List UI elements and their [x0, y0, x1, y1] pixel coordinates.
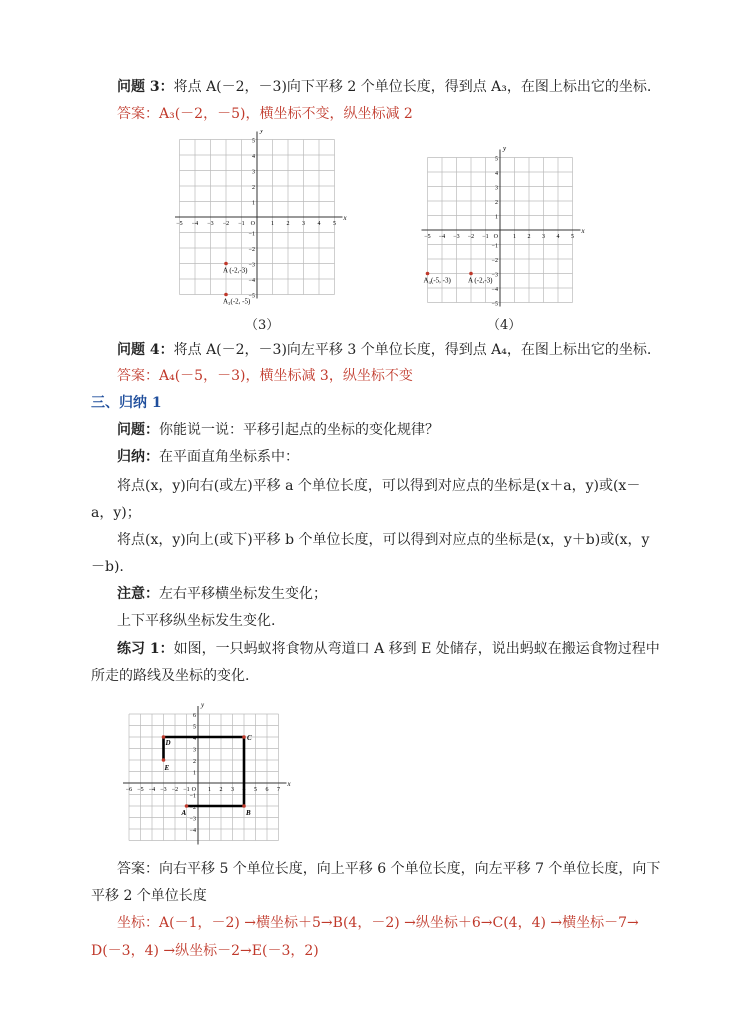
x-tick-label: −1: [482, 234, 489, 240]
x-tick-label: 6: [265, 787, 269, 793]
exercise-label: 练习 1：: [117, 641, 174, 657]
y-tick-label: 1: [495, 214, 498, 221]
x-tick-label: 4: [242, 787, 246, 793]
y-axis-label: y: [201, 701, 205, 709]
y-tick-label: −1: [189, 793, 196, 800]
coords-paragraph: [117, 913, 639, 933]
x-tick-label: −1: [238, 221, 245, 227]
figure-3-caption: （3）: [245, 318, 280, 333]
y-tick-label: −5: [248, 293, 255, 300]
x-tick-label: 1: [513, 234, 516, 240]
x-tick-label: −4: [438, 234, 446, 240]
y-tick-label: −4: [189, 828, 196, 834]
answer-label: 答案：: [117, 861, 159, 877]
answer-line-2: 平移 2 个单位长度: [91, 888, 207, 904]
point-e-label: E: [164, 764, 170, 772]
x-tick-label: 3: [302, 221, 305, 227]
y-tick-label: 3: [495, 185, 498, 192]
x-tick-label: 3: [231, 787, 234, 793]
answer-4-label: 答案：: [117, 368, 159, 384]
y-tick-label: −4: [248, 278, 255, 284]
point-a-label: A (-2,-3): [223, 266, 248, 275]
point-a-label: A (-2,-3): [468, 276, 493, 285]
x-tick-label: −6: [125, 787, 133, 793]
origin-label: O: [250, 221, 255, 227]
question-paragraph: [117, 420, 439, 440]
x-tick-label: −3: [160, 787, 167, 793]
y-tick-label: −3: [189, 816, 196, 823]
question-3-text: 将点 A(－2，－3)向下平移 2 个单位长度，得到点 A₃，在图上标出它的坐标.: [173, 79, 652, 95]
coords-line-2: D(－3，4) →纵坐标－2→E(－3，2): [91, 943, 319, 959]
x-tick-label: −5: [176, 221, 183, 227]
x-tick-label: −5: [137, 787, 144, 793]
coordinate-grid-3: [175, 130, 355, 310]
answer-paragraph: [117, 859, 660, 879]
x-axis-label: x: [343, 214, 347, 222]
y-tick-label: −1: [491, 243, 498, 250]
coords-text: A(－1，－2) →横坐标＋5→B(4，－2) →纵坐标＋6→C(4，4) →横坐标－7→: [159, 915, 639, 931]
y-tick-label: −2: [189, 805, 196, 811]
y-tick-label: −3: [491, 272, 498, 279]
x-tick-label: 5: [571, 234, 574, 240]
coordinate-grid-4: [420, 140, 590, 310]
x-tick-label: 1: [208, 787, 211, 793]
point-c-label: C: [247, 734, 252, 742]
y-tick-label: 2: [495, 200, 498, 206]
rule-1-line-1: 将点(x，y)向右(或左)平移 a 个单位长度，可以得到对应点的坐标是(x＋a，y)或(x－: [117, 478, 641, 494]
x-tick-label: 1: [271, 221, 274, 227]
x-tick-label: −1: [183, 787, 190, 793]
y-tick-label: −5: [491, 301, 498, 308]
x-tick-label: 7: [277, 787, 280, 793]
question-4-label: 问题 4：: [117, 342, 174, 358]
y-axis-label: y: [260, 130, 264, 135]
rule-2-line-2: －b).: [91, 559, 124, 575]
y-tick-label: −2: [491, 258, 498, 264]
point-c: [242, 735, 246, 739]
induction-text: 在平面直角坐标系中：: [159, 449, 299, 465]
x-tick-label: 5: [254, 787, 257, 793]
question-text: 你能说一说：平移引起点的坐标的变化规律？: [159, 422, 439, 438]
note-line-2: 上下平移纵坐标发生变化.: [117, 613, 276, 629]
answer-3: [117, 104, 413, 124]
figure-4-caption: （4）: [487, 318, 522, 333]
point-e: [162, 758, 166, 762]
y-tick-label: 2: [252, 185, 255, 191]
x-tick-label: −3: [453, 234, 460, 240]
x-tick-label: 2: [527, 234, 531, 240]
point-a3: [224, 293, 228, 297]
x-tick-label: 4: [556, 234, 560, 240]
point-a4: [426, 272, 430, 276]
point-b-label: B: [246, 809, 251, 817]
induction-paragraph: [117, 447, 299, 467]
point-a: [224, 262, 228, 266]
y-axis-label: y: [503, 144, 507, 153]
rule-1-line-2: a，y)；: [91, 505, 141, 521]
y-tick-label: 4: [252, 154, 255, 160]
note-paragraph: [117, 584, 327, 604]
x-tick-label: −2: [222, 221, 230, 227]
y-tick-label: 6: [193, 713, 196, 719]
y-tick-label: 2: [193, 759, 196, 765]
question-label: 问题：: [117, 422, 159, 438]
coords-label: 坐标：: [117, 915, 159, 931]
answer-4-text: A₄(－5，－3)，横坐标减 3，纵坐标不变: [159, 368, 413, 384]
x-tick-label: −2: [171, 787, 179, 793]
exercise-line-2: 所走的路线及坐标的变化.: [91, 668, 250, 684]
x-tick-label: 2: [286, 221, 290, 227]
y-tick-label: 4: [495, 171, 498, 177]
y-tick-label: 1: [252, 200, 255, 207]
induction-label: 归纳：: [117, 449, 159, 465]
x-tick-label: −4: [148, 787, 156, 793]
note-label: 注意：: [117, 586, 159, 602]
point-b: [242, 804, 246, 808]
x-axis-label: x: [287, 780, 291, 788]
x-tick-label: −5: [424, 234, 431, 240]
x-tick-label: 2: [219, 787, 223, 793]
exercise-paragraph: [117, 639, 660, 659]
y-tick-label: −1: [248, 231, 255, 238]
y-tick-label: −4: [491, 287, 498, 293]
y-tick-label: 3: [193, 747, 196, 754]
point-a: [185, 804, 189, 808]
origin-label: O: [191, 787, 196, 793]
y-tick-label: 5: [252, 138, 255, 145]
point-a: [469, 272, 473, 276]
point-d-label: D: [165, 739, 171, 747]
x-tick-label: 3: [542, 234, 545, 240]
exercise-text: 如图，一只蚂蚁将食物从弯道口 A 移到 E 处储存，说出蚂蚁在搬运食物过程中: [173, 641, 660, 657]
answer-text: 向右平移 5 个单位长度，向上平移 6 个单位长度，向左平移 7 个单位长度，向下: [159, 861, 661, 877]
answer-3-label: 答案：: [117, 106, 159, 122]
rule-2-line-1: 将点(x，y)向上(或下)平移 b 个单位长度，可以得到对应点的坐标是(x，y＋b)或(x，y: [117, 532, 650, 548]
question-3: [117, 77, 651, 97]
y-tick-label: 3: [252, 169, 255, 176]
x-axis-label: x: [581, 227, 585, 235]
answer-3-text: A₃(－2，－5)，横坐标不变，纵坐标减 2: [159, 106, 413, 122]
question-3-label: 问题 3：: [117, 79, 174, 95]
point-a-label: A: [181, 809, 187, 817]
note-text: 左右平移横坐标发生变化；: [159, 586, 327, 602]
x-tick-label: 5: [333, 221, 336, 227]
x-tick-label: 4: [317, 221, 321, 227]
y-tick-label: −3: [248, 262, 255, 269]
y-tick-label: 5: [193, 724, 196, 731]
y-tick-label: 4: [193, 736, 196, 742]
point-a4-label: A₄(-5, -3): [423, 276, 451, 285]
answer-4: [117, 366, 413, 386]
y-tick-label: 1: [193, 770, 196, 777]
x-tick-label: −2: [467, 234, 475, 240]
y-tick-label: 5: [495, 156, 498, 163]
x-tick-label: −4: [191, 221, 199, 227]
point-a3-label: A₃(-2, -5): [223, 297, 251, 306]
origin-label: O: [493, 234, 498, 240]
section-title: 三、归纳 1: [91, 395, 162, 411]
question-4: [117, 340, 651, 360]
question-4-text: 将点 A(－2，－3)向左平移 3 个单位长度，得到点 A₄，在图上标出它的坐标.: [173, 342, 652, 358]
x-tick-label: −3: [207, 221, 214, 227]
ant-path-grid: [115, 690, 300, 855]
y-tick-label: −2: [248, 247, 255, 253]
